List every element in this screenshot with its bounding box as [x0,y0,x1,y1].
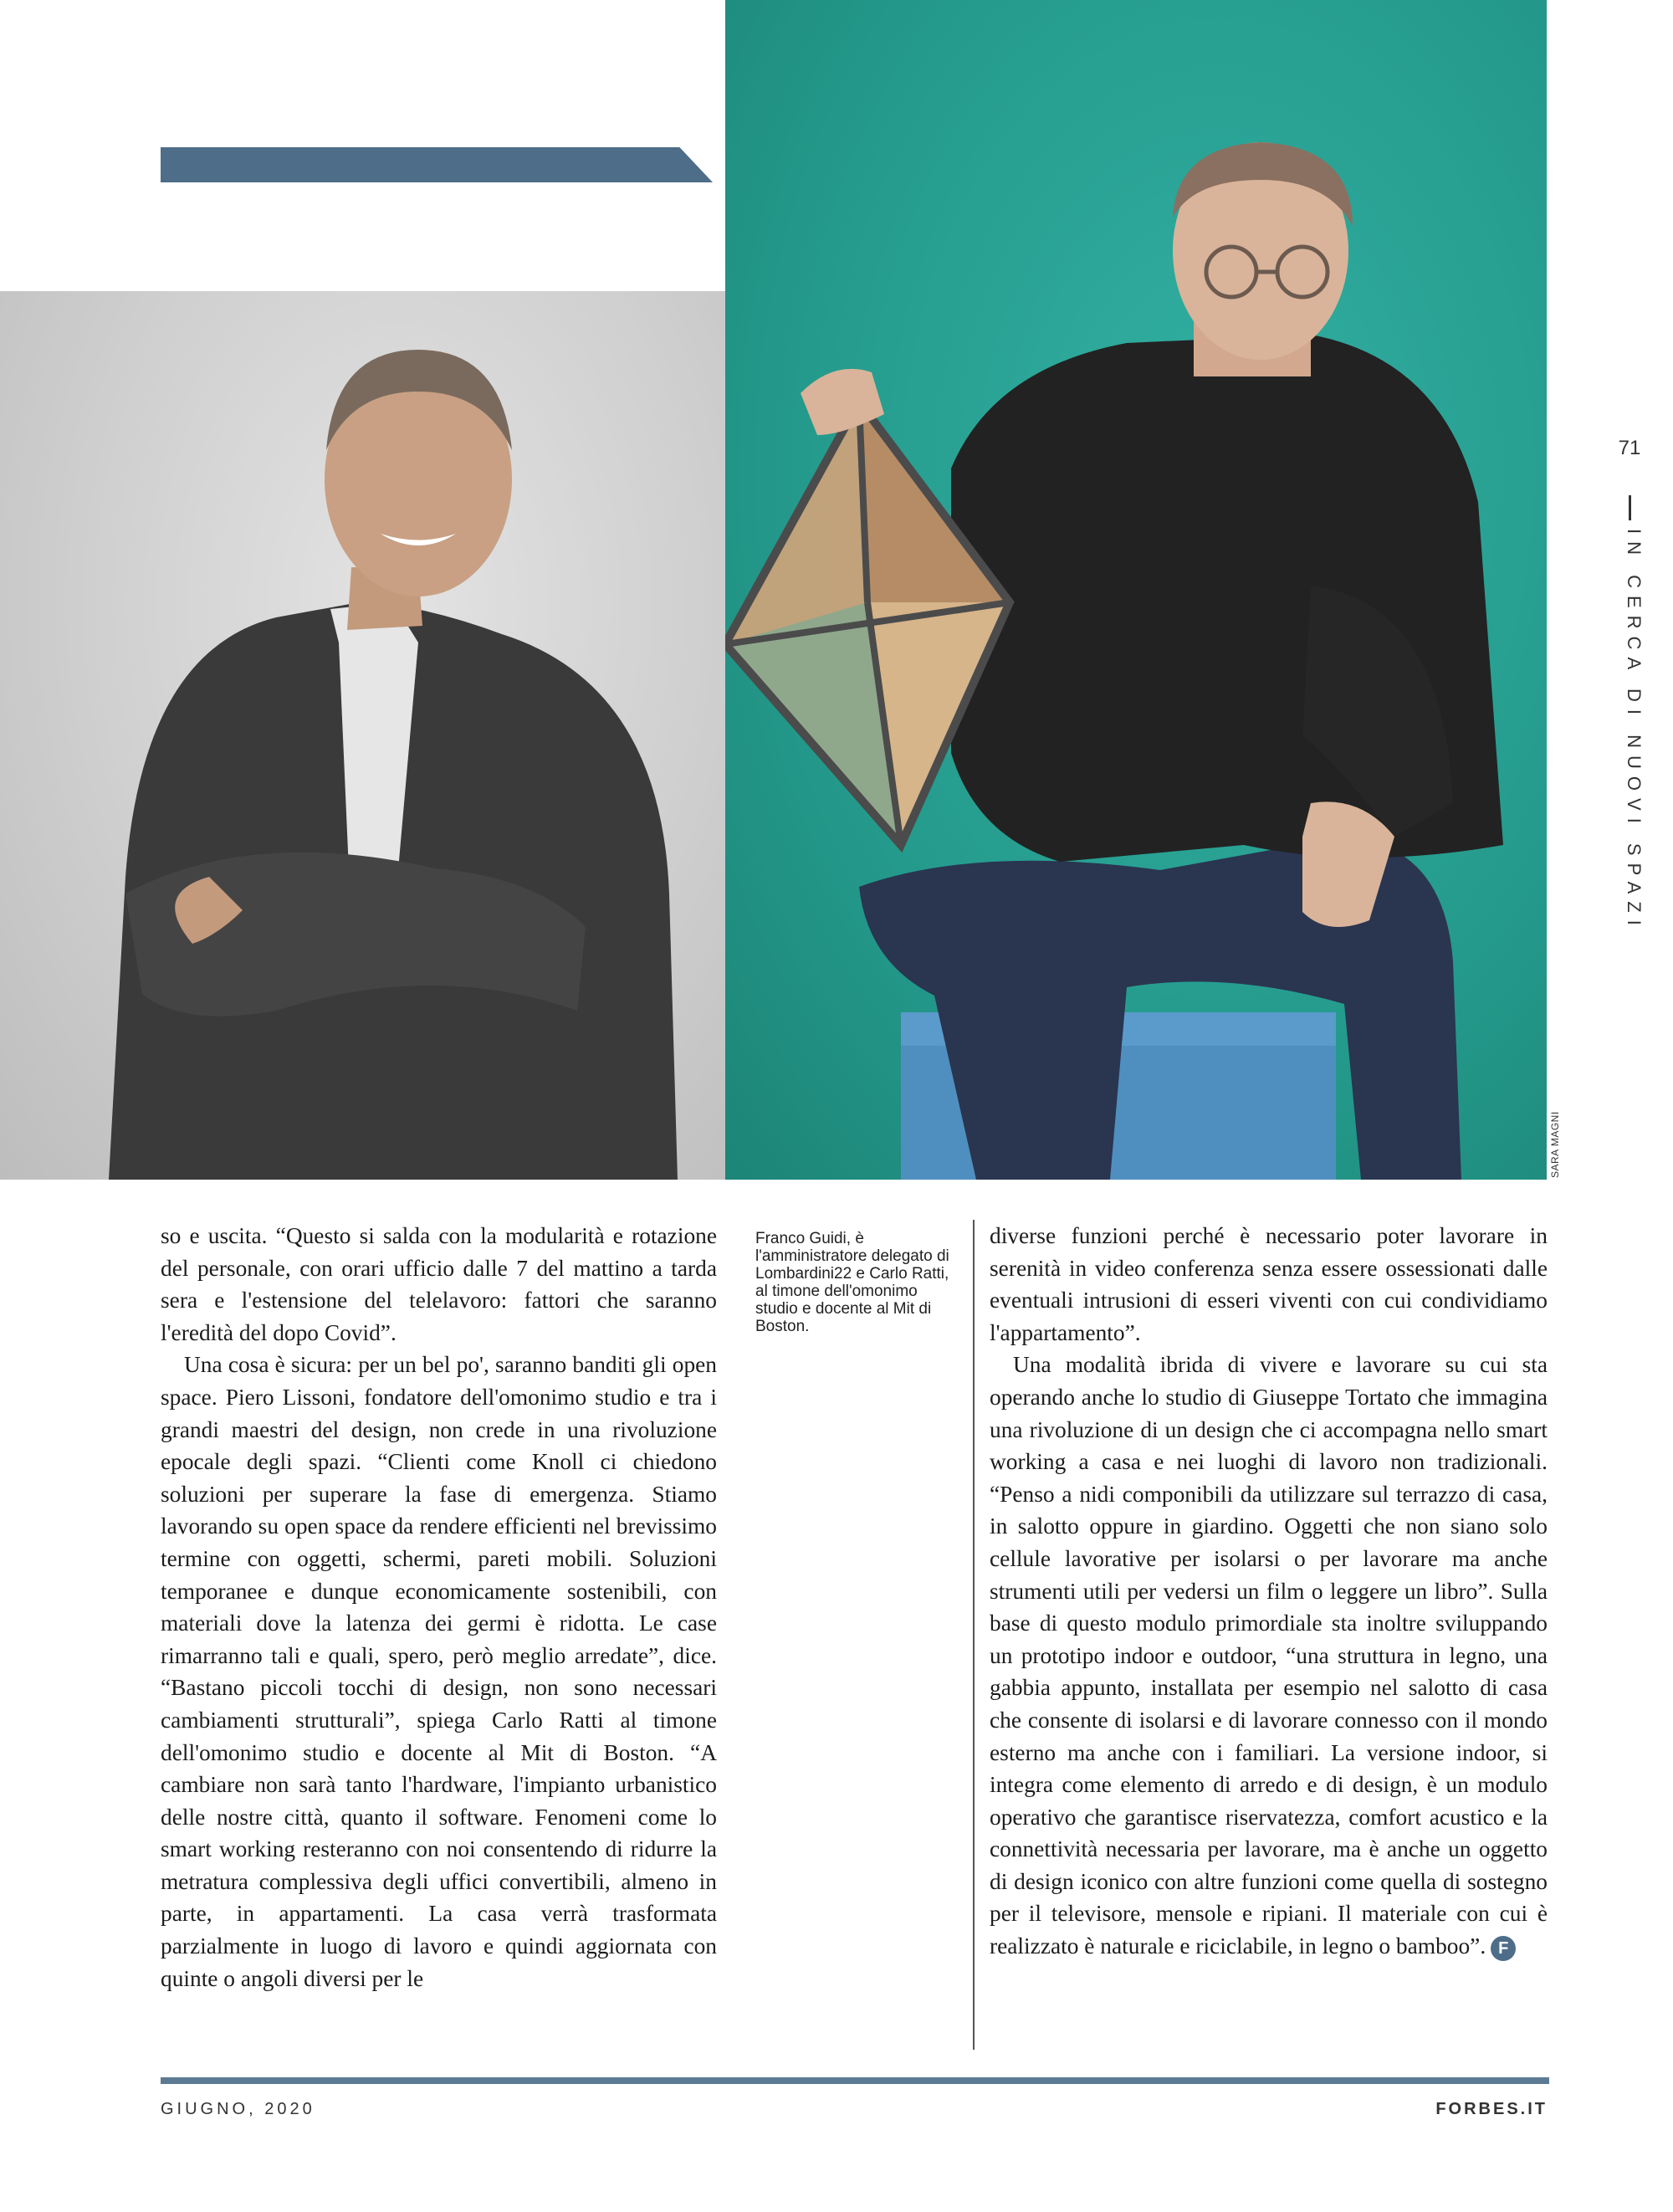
side-divider [1629,495,1631,520]
paragraph: Una cosa è sicura: per un bel po', saranno banditi gli open space. Piero Lissoni, fondatore dell'omonimo studio e tra i grandi maestri del design, non crede in una rivoluzione epocale degli spazi. “Clienti come Knoll ci chiedono soluzioni per superare la fase di emergenza. Stiamo lavorando su open space da rendere efficienti nel brevissimo termine con oggetti, schermi, pareti mobili. Soluzioni temporanee e dunque economicamente sostenibili, con materiali dove la latenza dei germi è ridotta. Le case rimarranno tali e quali, spero, però meglio arredate”, dice. “Bastano piccoli tocchi di design, non sono necessari cambiamenti strutturali”, spiega Carlo Ratti al timone dell'omonimo studio e docente al Mit di Boston. “A cambiare non sarà tanto l'hardware, l'impianto urbanistico delle nostre città, quanto il software. Fenomeni come lo smart working resteranno con noi consentendo di ridurre la metratura complessiva degli uffici convertibili, almeno in parte, in appartamenti. La casa verrà trasformata parzialmente in luogo di lavoro e quindi aggiornata con quinte o angoli diversi per le [161,1352,717,1991]
paragraph-last [990,1349,1548,1962]
paragraph: diverse funzioni perché è necessario poter lavorare in serenità in video conferenza senza essere ossessionati dalle eventuali intrusioni di esseri viventi con cui condividiamo l'appartamento”. [990,1223,1548,1345]
footer-rule [161,2077,1549,2084]
page-number: 71 [1618,437,1641,459]
article-column-right [990,1220,1548,1963]
portrait-photo-right [725,0,1547,1180]
paragraph-text: Una modalità ibrida di vivere e lavorare su cui sta operando anche lo studio di Giuseppe Tortato che immagina una rivoluzione di un design che ci accompagna nello smart working a casa e nei luoghi di lavoro non tradizionali. “Penso a nidi componibili da utilizzare sul terrazzo di casa, in salotto oppure in giardino. Oggetti che non siano solo cellule lavorative per isolarsi o per lavorare ma anche strumenti utili per vedersi un film o leggere un libro”. Sulla base di questo modulo primordiale sta inoltre sviluppando un prototipo indoor e outdoor, “una struttura in legno, una gabbia appunto, installata per esempio nel salotto di casa che consente di isolarsi e di lavorare connesso con il mondo esterno ma anche con i familiari. La versione indoor, si integra come elemento di arredo e di design, è un modulo operativo che garantisce riservatezza, comfort acustico e la connettività necessaria per lavorare, ma è anche un oggetto di design iconico con altre funzioni come quella di sostegno per il televisore, mensole e ripiani. Il materiale con cui è realizzato è naturale e riciclabile, in legno o bamboo”. [990,1352,1548,1959]
photo-caption: Franco Guidi, è l'amministratore delegato di Lombardini22 e Carlo Ratti, al timone dell'omonimo studio e docente al Mit di Boston. [755,1230,949,1335]
header-accent-bar [161,147,713,182]
caption-divider [973,1220,975,2050]
end-mark-icon: F [1491,1936,1516,1961]
article-column-left [161,1220,717,1994]
footer-site: FORBES.IT [1435,2100,1548,2118]
photo-credit: SARA MAGNI [1549,1111,1561,1178]
portrait-photo-left [0,291,725,1180]
footer-date: GIUGNO, 2020 [161,2100,315,2118]
portrait-figure-right [725,0,1547,1180]
portrait-figure-left [0,291,725,1180]
paragraph: so e uscita. “Questo si salda con la modularità e rotazione del personale, con orari ufficio dalle 7 del mattino a tarda sera e l'estensione del telelavoro: fattori che saranno l'eredità del dopo Covid”. [161,1223,717,1345]
section-label: IN CERCA DI NUOVI SPAZI [1624,529,1645,933]
